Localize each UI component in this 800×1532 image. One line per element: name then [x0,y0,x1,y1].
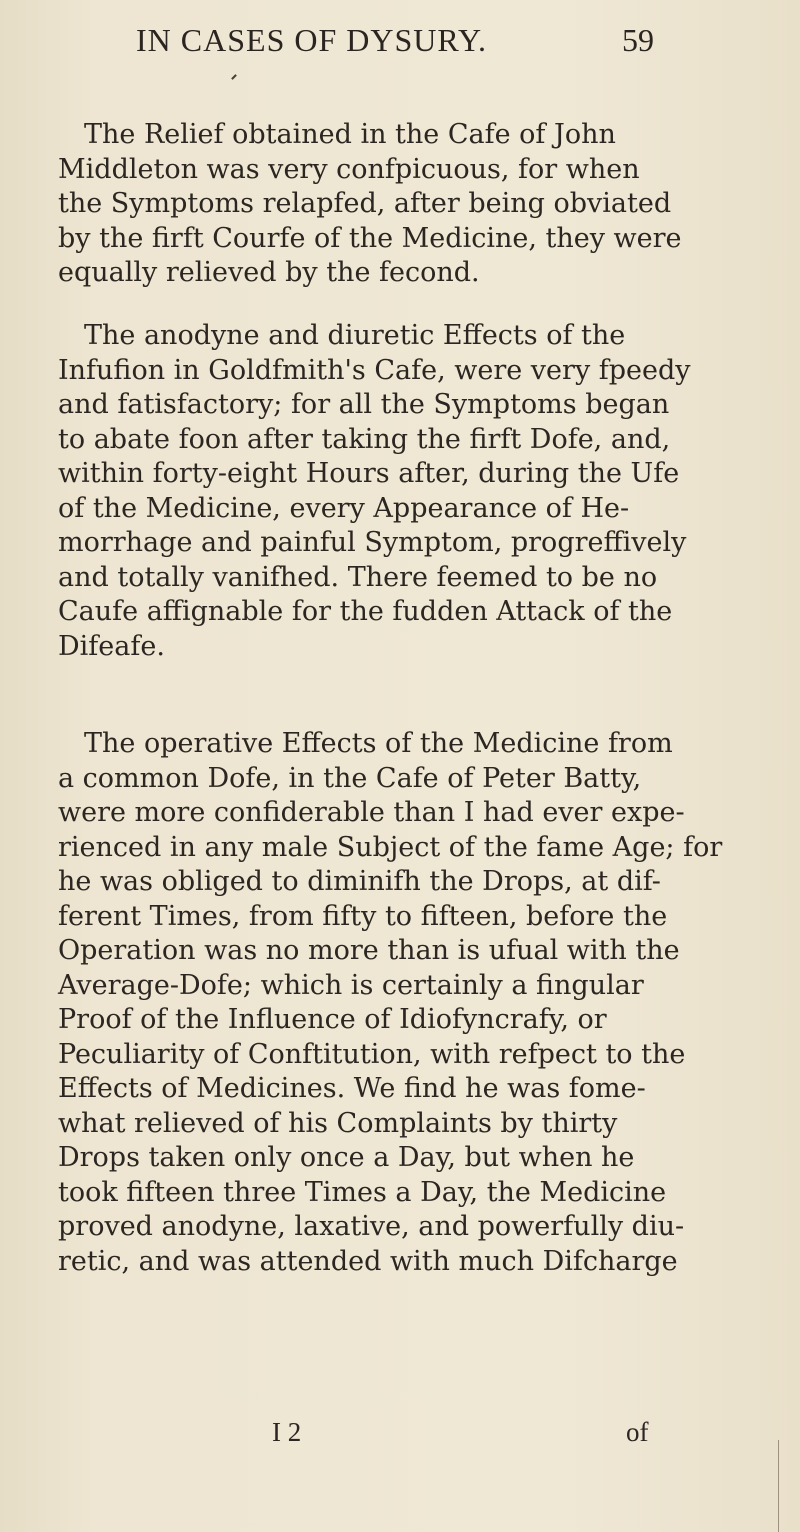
text-line: and fatisfactory; for all the Symptoms began [58,389,670,420]
text-line: Infufion in Goldfmith's Cafe, were very fpeedy [58,354,691,386]
text-line: he was obliged to diminifh the Drops, at dif- [58,866,661,897]
text-line: Operation was no more than is ufual with the [58,935,680,966]
running-title: IN CASES OF DYSURY. [136,22,487,58]
text-line: Average-Dofe; which is certainly a fingular [58,969,644,1001]
text-line: Difeafe. [58,630,165,662]
text-line: equally relieved by the fecond. [58,257,480,288]
page-number: 59 [622,22,654,58]
text-line: Drops taken only once a Day, but when he [58,1142,635,1173]
text-line: The Relief obtained in the Cafe of John [84,119,616,150]
text-line: morrhage and painful Symptom, progreffively [58,527,687,558]
text-line: Caufe affignable for the fudden Attack of the [58,596,673,627]
text-line: Middleton was very confpicuous, for when [58,153,640,185]
text-line: what relieved of his Complaints by thirty [58,1107,618,1139]
text-line: and totally vanifhed. There feemed to be no [58,561,658,593]
text-line: a common Dofe, in the Cafe of Peter Batty, [58,762,642,794]
page-edge-mark [778,1440,779,1532]
catchword: of [626,1417,649,1447]
text-line: Peculiarity of Conftitution, with refpect to the [58,1038,686,1070]
text-line: Proof of the Influence of Idiofyncrafy, or [58,1004,607,1035]
text-line: were more confiderable than I had ever expe- [58,797,685,828]
text-line: ferent Times, from fifty to fifteen, before the [58,900,668,932]
paragraph-peter-batty [58,727,723,1279]
text-line: retic, and was attended with much Difcharge [58,1245,678,1277]
ink-speck [231,74,237,80]
text-line: of the Medicine, every Appearance of He- [58,492,630,524]
text-line: to abate foon after taking the firft Dofe, and, [58,423,671,455]
text-line: Effects of Medicines. We find he was fome- [58,1073,646,1104]
text-line: the Symptoms relapfed, after being obviated [58,188,672,219]
signature-mark: I 2 [272,1417,302,1447]
text-line: took fifteen three Times a Day, the Medicine [58,1176,667,1208]
text-line: by the firft Courfe of the Medicine, they were [58,222,682,254]
text-line: within forty-eight Hours after, during the Ufe [58,458,680,489]
paragraph-goldsmith [58,319,718,664]
text-line: The anodyne and diuretic Effects of the [84,320,626,351]
paragraph-john-middleton [58,118,718,291]
text-line: rienced in any male Subject of the fame Age; for [58,831,723,863]
text-line: proved anodyne, laxative, and powerfully diu- [58,1211,685,1242]
text-line: The operative Effects of the Medicine from [84,728,673,759]
